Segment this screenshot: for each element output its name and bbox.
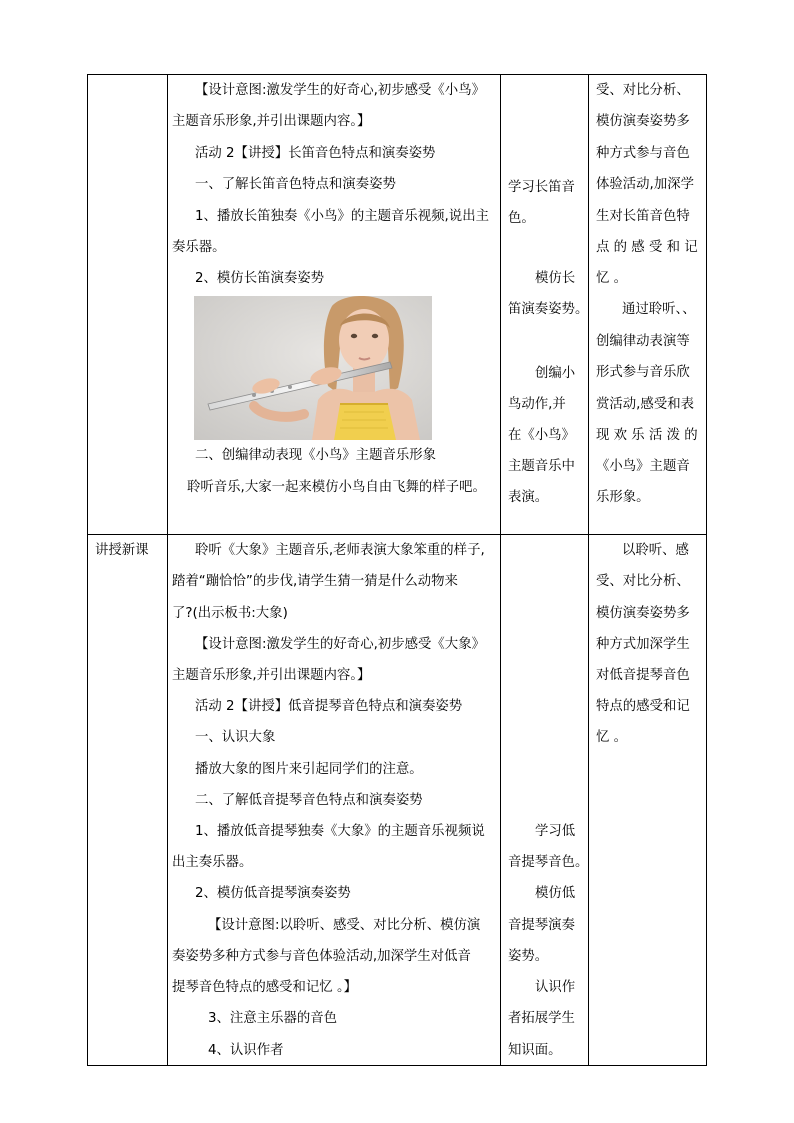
intent-line: 以聆听、感	[622, 543, 689, 558]
student-line: 在《小鸟》	[508, 428, 575, 443]
intent-line: 点 的 感 受 和 记	[596, 240, 698, 255]
intent-line: 模仿演奏姿势多	[596, 606, 690, 621]
content-line: 二、创编律动表现《小鸟》主题音乐形象	[195, 448, 437, 463]
content-line: 聆听音乐,大家一起来模仿小鸟自由飞舞的样子吧。	[187, 480, 486, 495]
intent-line: 生对长笛音色特	[596, 209, 690, 224]
content-line: 主题音乐形象,并引出课题内容。】	[172, 114, 371, 129]
student-line: 模仿长	[535, 271, 576, 286]
flute-girl-photo	[194, 296, 432, 440]
intent-line: 乐形象。	[596, 490, 650, 505]
student-line: 鸟动作,并	[508, 397, 566, 412]
student-line: 认识作	[535, 980, 576, 995]
intent-line: 体验活动,加深学	[596, 177, 694, 192]
content-line: 了?(出示板书:大象)	[172, 606, 288, 621]
table-border-bottom	[87, 1065, 707, 1066]
content-line: 活动 2【讲授】低音提琴音色特点和演奏姿势	[195, 699, 463, 714]
intent-line: 创编律动表演等	[596, 334, 690, 349]
student-line: 创编小	[535, 366, 576, 381]
student-line: 姿势。	[508, 949, 549, 964]
col-divider-1	[167, 74, 168, 1066]
content-line: 奏乐器。	[172, 240, 226, 255]
intent-line: 对低音提琴音色	[596, 668, 690, 683]
student-line: 色。	[508, 211, 535, 226]
student-line: 模仿低	[535, 886, 576, 901]
student-line: 者拓展学生	[508, 1011, 575, 1026]
content-line: 2、模仿长笛演奏姿势	[195, 271, 325, 286]
content-line: 一、认识大象	[195, 730, 276, 745]
table-border-left	[87, 74, 88, 1066]
intent-line: 现 欢 乐 活 泼 的	[596, 428, 698, 443]
content-line: 踏着“蹦恰恰”的步伐,请学生猜一猜是什么动物来	[172, 574, 458, 589]
content-line: 2、模仿低音提琴演奏姿势	[195, 886, 351, 901]
content-line: 活动 2【讲授】长笛音色特点和演奏姿势	[195, 146, 436, 161]
section-label: 讲授新课	[95, 543, 149, 558]
content-line: 二、了解低音提琴音色特点和演奏姿势	[195, 793, 423, 808]
intent-line: 种方式加深学生	[596, 637, 690, 652]
intent-line: 受、对比分析、	[596, 574, 690, 589]
row-divider	[87, 534, 707, 535]
content-line: 聆听《大象》主题音乐,老师表演大象笨重的样子,	[195, 543, 485, 558]
content-line: 【设计意图:激发学生的好奇心,初步感受《大象》	[195, 637, 485, 652]
table-border-top	[87, 74, 707, 75]
student-line: 音提琴演奏	[508, 918, 575, 933]
intent-line: 特点的感受和记	[596, 699, 690, 714]
intent-line: 忆 。	[596, 271, 628, 286]
student-line: 笛演奏姿势。	[508, 302, 589, 317]
content-line: 播放大象的图片来引起同学们的注意。	[195, 762, 423, 777]
intent-line: 通过聆听、、	[622, 302, 696, 317]
intent-line: 忆 。	[596, 730, 628, 745]
student-line: 主题音乐中	[508, 459, 575, 474]
content-line: 主题音乐形象,并引出课题内容。】	[172, 668, 371, 683]
table-border-right	[706, 74, 707, 1066]
content-line: 3、注意主乐器的音色	[208, 1011, 338, 1026]
content-line: 奏姿势多种方式参与音色体验活动,加深学生对低音	[172, 949, 471, 964]
student-line: 学习长笛音	[508, 180, 575, 195]
content-line: 【设计意图:以聆听、感受、对比分析、模仿演	[208, 918, 481, 933]
intent-line: 《小鸟》主题音	[596, 459, 690, 474]
content-line: 4、认识作者	[208, 1043, 284, 1058]
col-divider-2	[500, 74, 501, 1066]
intent-line: 形式参与音乐欣	[596, 365, 690, 380]
content-line: 1、播放低音提琴独奏《大象》的主题音乐视频说	[195, 824, 485, 839]
intent-line: 种方式参与音色	[596, 146, 690, 161]
content-line: 出主奏乐器。	[172, 855, 253, 870]
student-line: 表演。	[508, 490, 549, 505]
intent-line: 赏活动,感受和表	[596, 397, 694, 412]
content-line: 提琴音色特点的感受和记忆 。】	[172, 980, 358, 995]
intent-line: 受、对比分析、	[596, 83, 690, 98]
student-line: 知识面。	[508, 1043, 562, 1058]
col-divider-3	[588, 74, 589, 1066]
intent-line: 模仿演奏姿势多	[596, 114, 690, 129]
student-line: 音提琴音色。	[508, 855, 589, 870]
content-line: 1、播放长笛独奏《小鸟》的主题音乐视频,说出主	[195, 209, 489, 224]
content-line: 一、了解长笛音色特点和演奏姿势	[195, 177, 396, 192]
content-line: 【设计意图:激发学生的好奇心,初步感受《小鸟》	[195, 83, 485, 98]
student-line: 学习低	[535, 824, 576, 839]
